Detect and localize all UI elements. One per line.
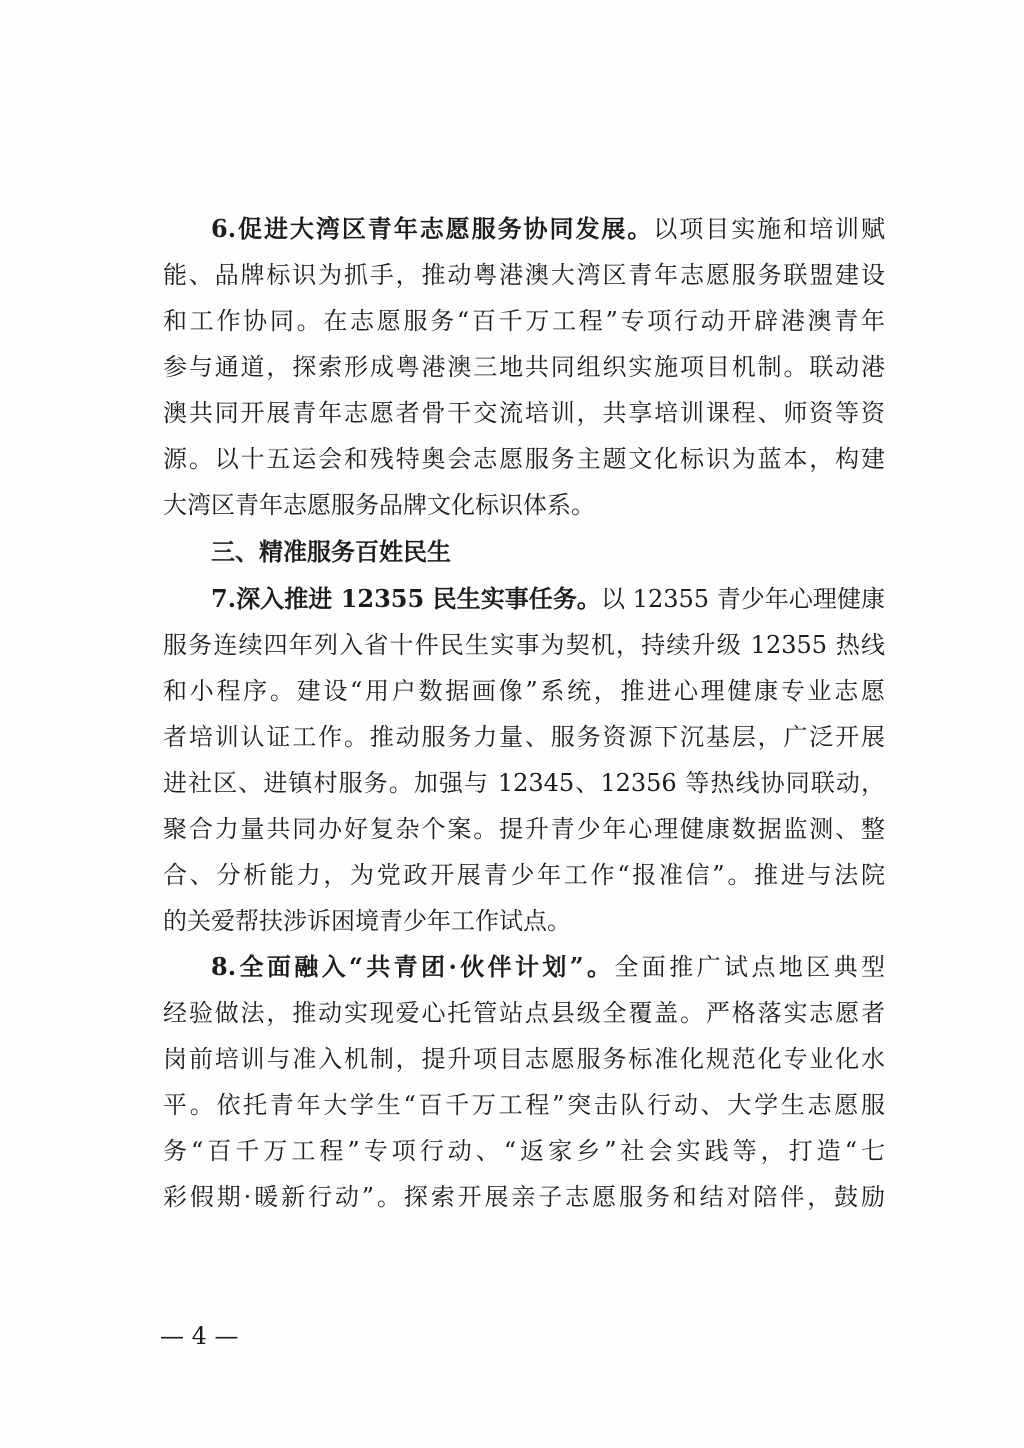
paragraph-6 <box>163 206 885 528</box>
paragraph-line: 能、品牌标识为抓手，推动粤港澳大湾区青年志愿服务联盟建设 <box>163 261 885 289</box>
section-3 <box>163 529 885 575</box>
paragraph-line: 岗前培训与准入机制，提升项目志愿服务标准化规范化专业化水 <box>163 1045 885 1073</box>
paragraph-line: 大湾区青年志愿服务品牌文化标识体系。 <box>163 491 595 519</box>
paragraph-7 <box>163 576 885 944</box>
paragraph-line: 和工作协同。在志愿服务“百千万工程”专项行动开辟港澳青年 <box>163 307 885 335</box>
paragraph-line: 7.深入推进 12355 民生实事任务。以 12355 青少年心理健康 <box>211 584 885 613</box>
paragraph-line: 聚合力量共同办好复杂个案。提升青少年心理健康数据监测、整 <box>163 815 885 843</box>
paragraph-line: 源。以十五运会和残特奥会志愿服务主题文化标识为蓝本，构建 <box>163 445 885 473</box>
paragraph-line: 的关爱帮扶涉诉困境青少年工作试点。 <box>163 907 571 935</box>
paragraph-line: 参与通道，探索形成粤港澳三地共同组织实施项目机制。联动港 <box>163 353 885 381</box>
paragraph-line: 服务连续四年列入省十件民生实事为契机，持续升级 12355 热线 <box>163 631 885 659</box>
paragraph-line: 经验做法，推动实现爱心托管站点县级全覆盖。严格落实志愿者 <box>163 999 885 1027</box>
paragraph-line: 者培训认证工作。推动服务力量、服务资源下沉基层，广泛开展 <box>163 723 885 751</box>
paragraph-title: 7.深入推进 12355 民生实事任务。 <box>211 584 601 613</box>
section-heading: 三、精准服务百姓民生 <box>211 538 451 566</box>
paragraph-line: 6.促进大湾区青年志愿服务协同发展。以项目实施和培训赋 <box>211 214 886 243</box>
paragraph-title: 8.全面融入“共青团·伙伴计划”。 <box>211 952 615 981</box>
paragraph-line: 8.全面融入“共青团·伙伴计划”。全面推广试点地区典型 <box>211 952 885 981</box>
paragraph-line: 合、分析能力，为党政开展青少年工作“报准信”。推进与法院 <box>163 861 885 889</box>
paragraph-line: 平。依托青年大学生“百千万工程”突击队行动、大学生志愿服 <box>163 1091 885 1119</box>
paragraph-title: 6.促进大湾区青年志愿服务协同发展。 <box>211 214 654 243</box>
paragraph-line: 彩假期·暖新行动”。探索开展亲子志愿服务和结对陪伴，鼓励 <box>163 1183 885 1211</box>
paragraph-line: 进社区、进镇村服务。加强与 12345、12356 等热线协同联动， <box>163 769 885 797</box>
paragraph-line: 务“百千万工程”专项行动、“返家乡”社会实践等，打造“七 <box>163 1137 885 1165</box>
page-number: — 4 — <box>160 1322 239 1350</box>
paragraph-8 <box>163 944 885 1220</box>
paragraph-line: 和小程序。建设“用户数据画像”系统，推进心理健康专业志愿 <box>163 677 885 705</box>
paragraph-line: 澳共同开展青年志愿者骨干交流培训，共享培训课程、师资等资 <box>163 399 885 427</box>
